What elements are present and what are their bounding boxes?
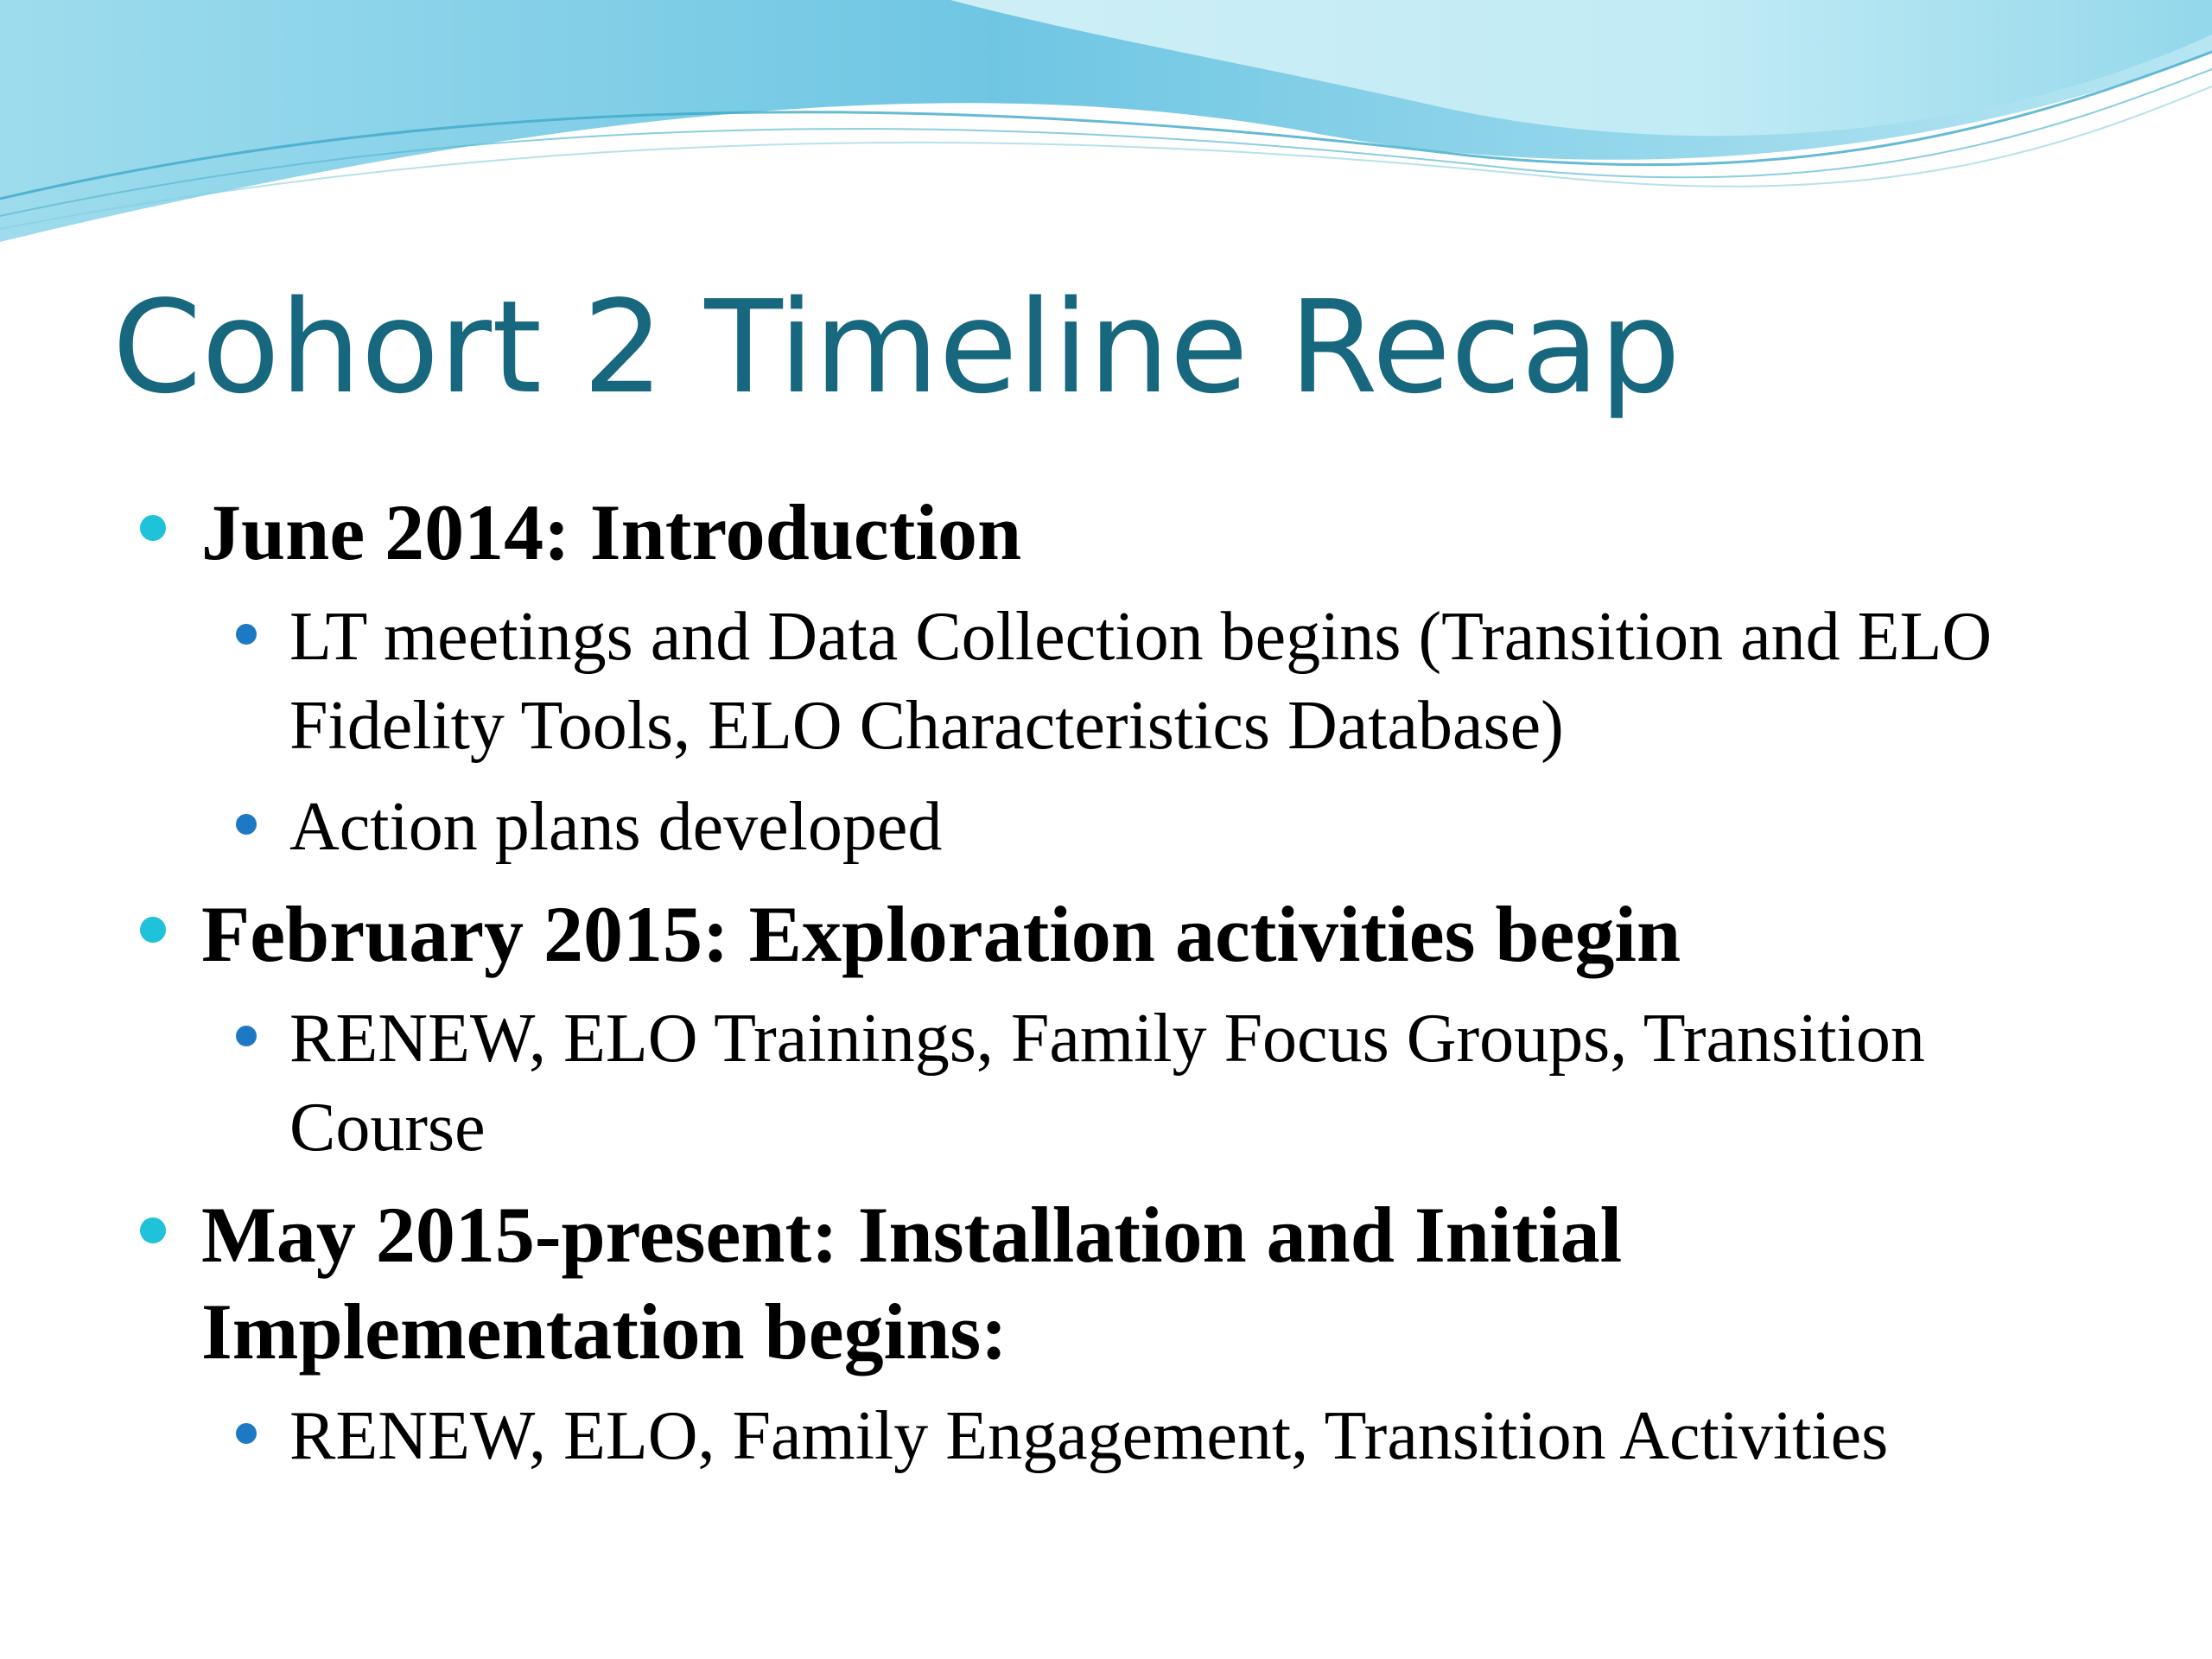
timeline-item-may-2015 — [138, 1186, 2126, 1380]
wave-header-decoration — [0, 0, 2212, 259]
timeline-item-heading: May 2015-present: Installation and Initial Implementation begins: — [201, 1191, 1623, 1376]
timeline-item-june-2014 — [138, 484, 2126, 581]
bullet-dot — [236, 1026, 257, 1046]
bullet-dot — [140, 917, 166, 943]
timeline-subitem-text: LT meetings and Data Collection begins (Transition and ELO Fidelity Tools, ELO Characteristics Database) — [289, 599, 1993, 764]
timeline-item-heading: June 2014: Introduction — [201, 488, 1022, 576]
slide-title: Cohort 2 Timeline Recap — [112, 273, 1681, 422]
timeline-subitem-text: RENEW, ELO Trainings, Family Focus Groups, Transition Course — [289, 1001, 1925, 1166]
bullet-dot — [236, 1423, 257, 1444]
timeline-item-february-2015 — [138, 886, 2126, 982]
bullet-dot — [236, 814, 257, 835]
timeline-subitem-text: Action plans developed — [289, 789, 943, 865]
timeline-subitem — [138, 593, 2126, 771]
timeline-subitem — [138, 783, 2126, 872]
timeline-subitem-text: RENEW, ELO, Family Engagement, Transition Activities — [289, 1398, 1889, 1474]
bullet-list — [138, 484, 2126, 1481]
timeline-item-heading: February 2015: Exploration activities begin — [201, 890, 1681, 978]
timeline-subitem — [138, 1392, 2126, 1481]
timeline-subitem — [138, 995, 2126, 1173]
bullet-dot — [236, 624, 257, 645]
bullet-dot — [140, 515, 166, 541]
bullet-dot — [140, 1217, 166, 1243]
